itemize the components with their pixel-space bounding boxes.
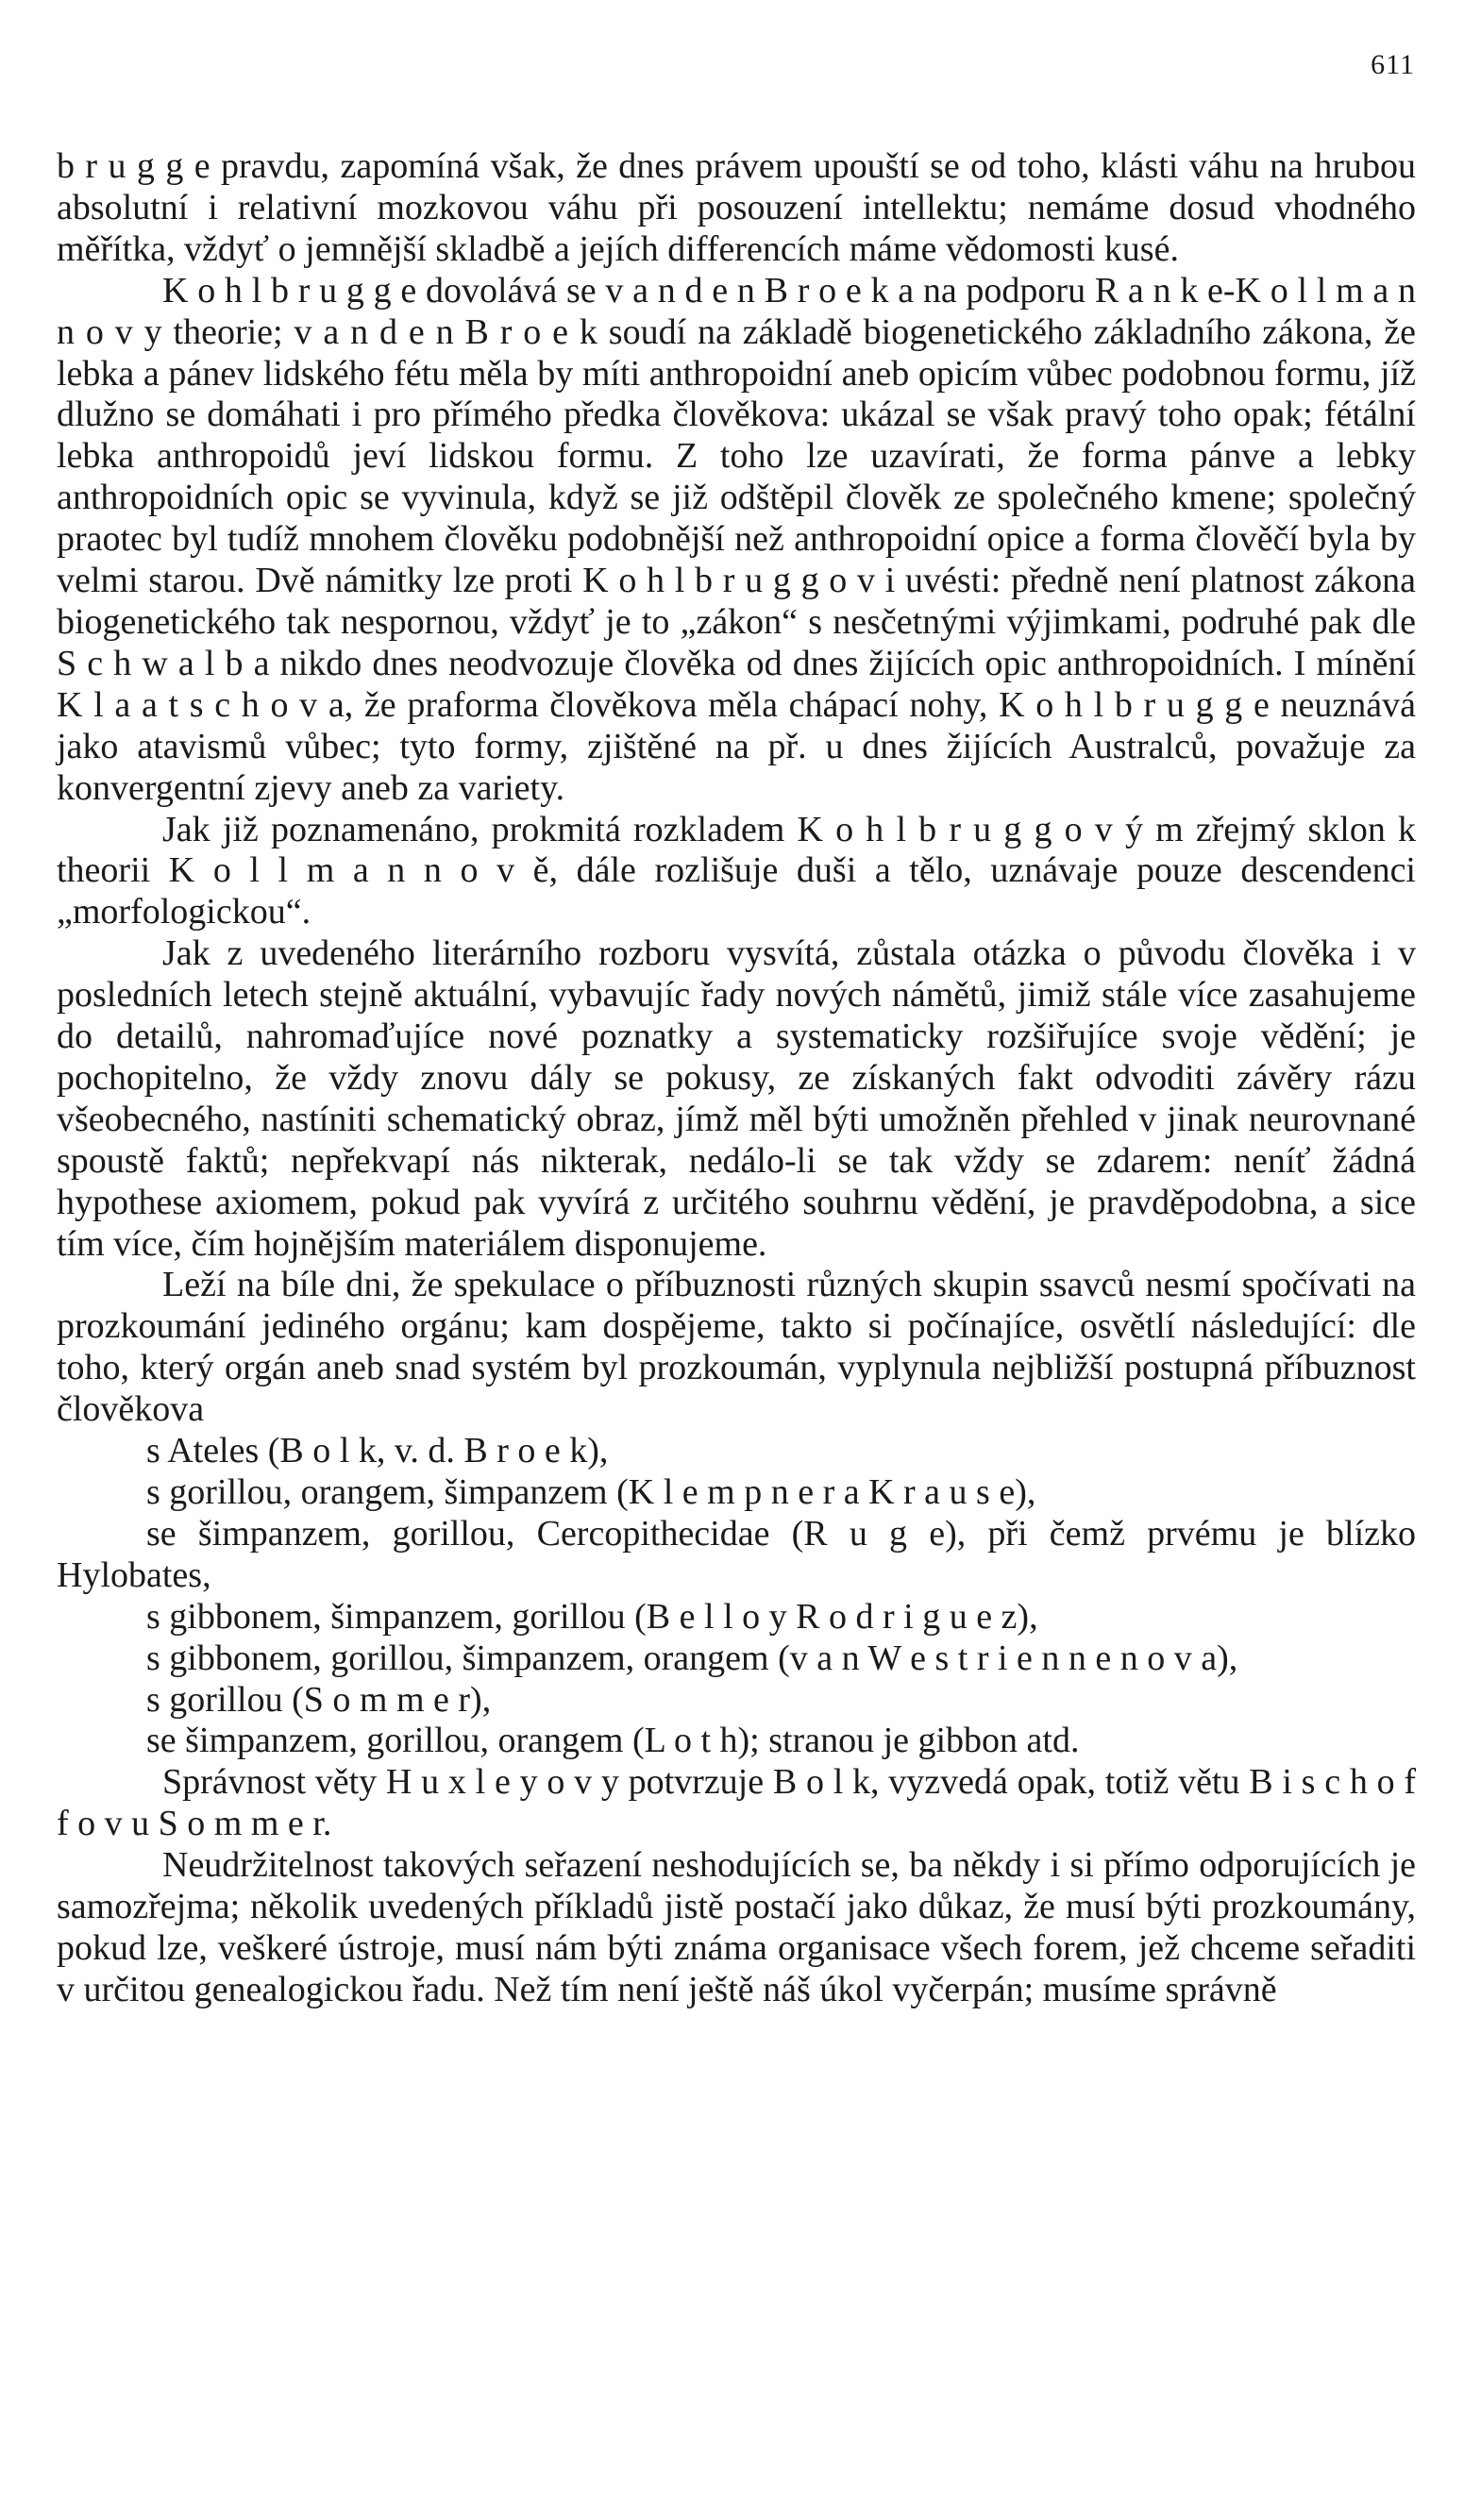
list-item: se šimpanzem, gorillou, orangem (L o t h); stranou je gibbon atd. — [146, 1721, 1080, 1761]
paragraph-huxley: Správnost věty H u x l e y o v y potvrzuje B o l k, vyzvedá opak, totiž větu B i s c h o f f o v u S o m m e r. — [57, 1762, 1416, 1844]
list-item: s gibbonem, gorillou, šimpanzem, orangem (v a n W e s t r i e n n e n o v a), — [146, 1638, 1238, 1678]
list-item: s gibbonem, šimpanzem, gorillou (B e l l o y R o d r i g u e z), — [146, 1596, 1038, 1637]
paragraph-speculation: Leží na bíle dni, že spekulace o příbuznosti různých skupin ssavců nesmí spočívati na prozkoumání jediného orgánu; kam dospějeme, takto si počínajíce, osvětlí následující: dle toho, který orgán aneb snad systém byl prozkoumán, vyplynula nejbližší postupná příbuznost člověkova — [57, 1265, 1416, 1430]
list-item: s Ateles (B o l k, v. d. B r o e k), — [146, 1431, 609, 1471]
paragraph-literary-review: Jak z uvedeného literárního rozboru vysvítá, zůstala otázka o původu člověka i v posledních letech stejně aktuální, vybavujíc řady nových námětů, jimiž stále více zasahujeme do detailů, nahromaďujíce nové poznatky a systematicky rozšiřujíce svoje vědění; je pochopitelno, že vždy znovu dály se pokusy, ze získaných fakt odvoditi závěry rázu všeobecného, nastíniti schematický obraz, jímž měl býti umožněn přehled v jinak neurovnané spoustě faktů; nepřekvapí nás nikterak, nedálo-li se tak vždy se zdarem: neníť žádná hypothese axiomem, pokud pak vyvírá z určitého souhrnu vědění, je pravděpodobna, a sice tím více, čím hojnějším materiálem disponujeme. — [57, 933, 1416, 1264]
paragraph-kohlbrugge: K o h l b r u g g e dovolává se v a n d e n B r o e k a na podporu R a n k e-K o l l m a n n o v y theorie; v a n d e n B r o e k soudí na základě biogenetického základního zákona, že lebka a pánev lidského fétu měla by míti anthropoidní aneb opicím vůbec podobnou formu, jíž dlužno se domáhati i pro přímého předka člověkova: ukázal se však pravý toho opak; fétální lebka anthropoidů jeví lidskou formu. Z toho lze uzavírati, že forma pánve a lebky anthropoidních opic se vyvinula, když se již odštěpil člověk ze společného kmene; společný praotec byl tudíž mnohem člověku podobnější než anthropoidní opice a forma člověčí byla by velmi starou. Dvě námitky lze proti K o h l b r u g g o v i uvésti: předně není platnost zákona biogenetického tak nespornou, vždyť je to „zákon“ s nesčetnými výjimkami, podruhé pak dle S c h w a l b a nikdo dnes neodvozuje člověka od dnes žijících opic anthropoidních. I mínění K l a a t s c h o v a, že praforma člověkova měla chápací nohy, K o h l b r u g g e neuznává jako atavismů vůbec; tyto formy, zjištěné na př. u dnes žijících Australců, považuje za konvergentní zjevy aneb za variety. — [57, 270, 1416, 808]
paragraph-kollmann-theory: Jak již poznamenáno, prokmitá rozkladem K o h l b r u g g o v ý m zřejmý sklon k theorii K o l l m a n n o v ě, dále rozlišuje duši a tělo, uznávaje pouze descendenci „morfologickou“. — [57, 809, 1416, 932]
paragraph-continuation: b r u g g e pravdu, zapomíná však, že dnes právem upouští se od toho, klásti váhu na hrubou absolutní i relativní mozkovou váhu při posouzení intellektu; nemáme dosud vhodného měřítka, vždyť o jemnější skladbě a jejích differencích máme vědomosti kusé. — [57, 146, 1416, 269]
list-item: s gorillou (S o m m e r), — [146, 1679, 492, 1720]
list-item: s gorillou, orangem, šimpanzem (K l e m p n e r a K r a u s e), — [146, 1472, 1036, 1512]
body-text — [57, 146, 1416, 2011]
paragraph-untenability: Neudržitelnost takových seřazení neshodujících se, ba někdy i si přímo odporujících je samozřejma; několik uvedených příkladů jistě postačí jako důkaz, že musí býti prozkoumány, pokud lze, veškeré ústroje, musí nám býti známa organisace všech forem, jež chceme seřaditi v určitou genealogickou řadu. Než tím není ještě náš úkol vyčerpán; musíme správně — [57, 1845, 1416, 2009]
list-item: se šimpanzem, gorillou, Cercopithecidae (R u g e), při čemž prvému je blízko Hylobates, — [57, 1513, 1416, 1595]
page-number: 611 — [1371, 49, 1415, 80]
